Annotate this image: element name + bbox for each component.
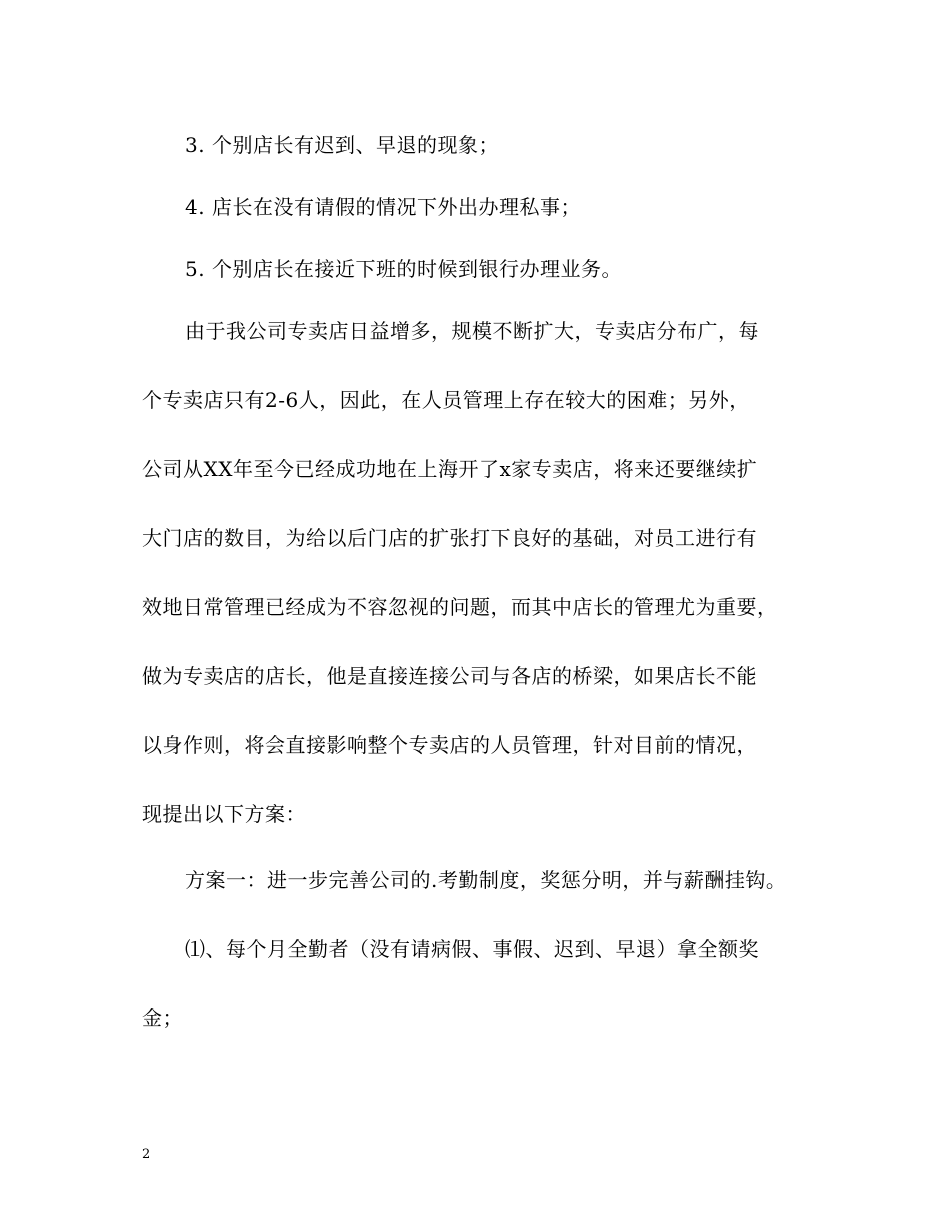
paragraph-line: 效地日常管理已经成为不容忽视的问题，而其中店长的管理尤为重要， <box>142 595 778 619</box>
paragraph-line: 做为专卖店的店长，他是直接连接公司与各店的桥梁，如果店长不能 <box>142 664 757 688</box>
plan-item-line: ⑴、每个月全勤者（没有请病假、事假、迟到、早退）拿全额奖 <box>185 937 759 961</box>
paragraph-line: 由于我公司专卖店日益增多，规模不断扩大，专卖店分布广，每 <box>185 319 759 343</box>
paragraph-line: 公司从XX年至今已经成功地在上海开了x家专卖店，将来还要继续扩 <box>142 457 758 481</box>
paragraph-line: 个专卖店只有2-6人，因此，在人员管理上存在较大的困难；另外， <box>142 388 750 412</box>
list-item-3: 3. 个别店长有迟到、早退的现象； <box>185 133 499 157</box>
plan-heading: 方案一：进一步完善公司的.考勤制度，奖惩分明，并与薪酬挂钩。 <box>185 868 787 892</box>
list-item-4: 4. 店长在没有请假的情况下外出办理私事； <box>185 195 581 219</box>
list-item-5: 5. 个别店长在接近下班的时候到银行办理业务。 <box>185 257 622 281</box>
paragraph-line: 现提出以下方案： <box>142 802 306 826</box>
plan-item-line: 金； <box>142 1006 183 1030</box>
paragraph-line: 大门店的数目，为给以后门店的扩张打下良好的基础，对员工进行有 <box>142 526 757 550</box>
page-number: 2 <box>142 1147 151 1162</box>
paragraph-line: 以身作则，将会直接影响整个专卖店的人员管理，针对目前的情况， <box>142 733 757 757</box>
